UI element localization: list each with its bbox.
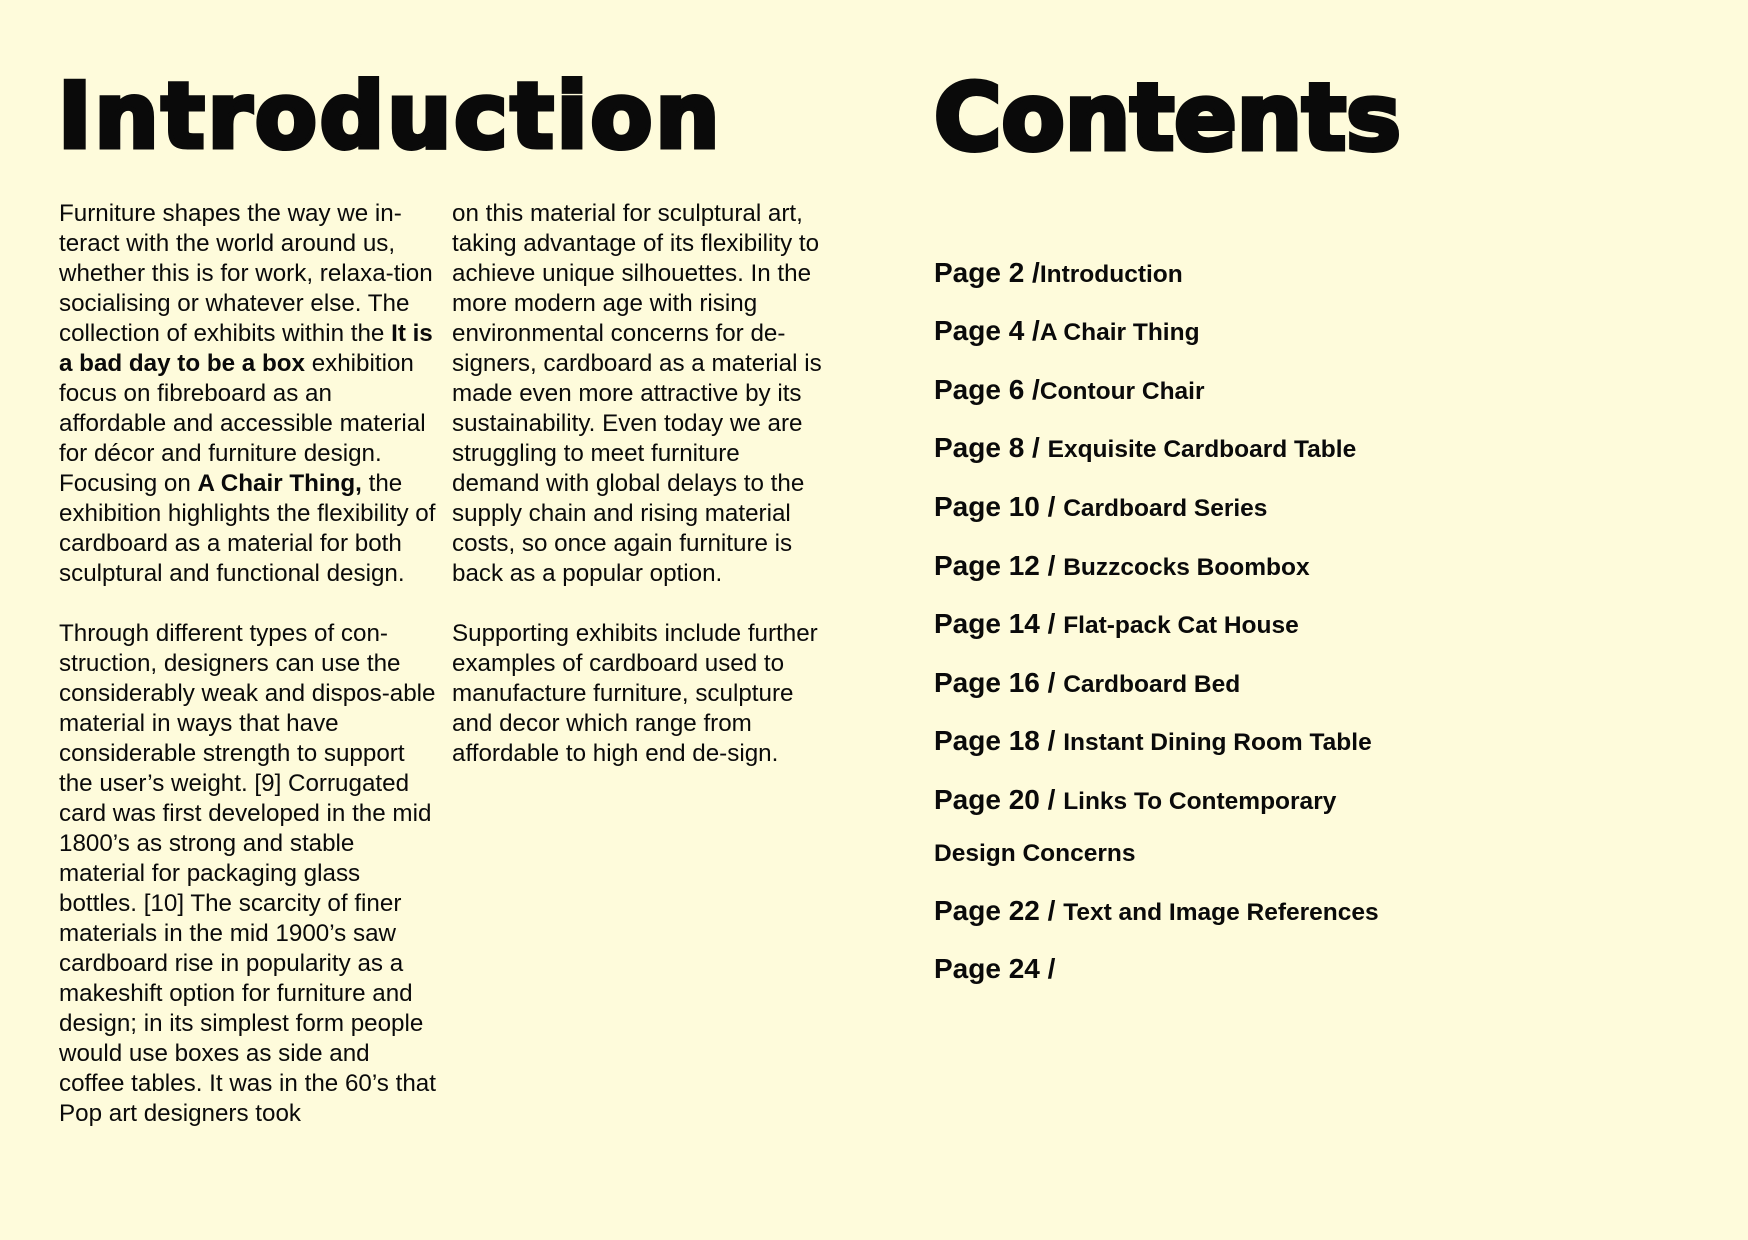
exhibition-title-bold: It is a bad day to be a box: [59, 320, 433, 377]
toc-entry[interactable]: [934, 608, 1299, 640]
toc-page-number: Page 24 /: [934, 953, 1056, 984]
contents-heading: Contents: [934, 64, 1401, 171]
toc-entry[interactable]: [934, 953, 1055, 985]
toc-page-number: Page 12 /: [934, 550, 1064, 581]
toc-page-number: Page 6 /: [934, 374, 1040, 405]
toc-entry-title: Buzzcocks Boombox: [1063, 554, 1310, 581]
toc-page-number: Page 16 /: [934, 667, 1064, 698]
toc-entry-title: Cardboard Bed: [1063, 671, 1241, 698]
toc-page-number: Page 8 /: [934, 432, 1048, 463]
toc-entry[interactable]: [934, 784, 1336, 816]
toc-page-number: Page 22 /: [934, 895, 1064, 926]
toc-entry[interactable]: [934, 432, 1356, 464]
intro-paragraph-3: on this material for sculptural art, taking advantage of its flexibility to achieve unique silhouettes. In the more modern age with rising environmental concerns for de-signers, cardboard as a material is made even more attractive by its sustainability. Even today we are struggling to meet furniture demand with global delays to the supply chain and rising material costs, so once again furniture is back as a popular option.: [452, 200, 822, 587]
toc-entry-title: A Chair Thing: [1039, 319, 1200, 346]
toc-entry-title: Cardboard Series: [1063, 495, 1268, 522]
toc-entry[interactable]: [934, 315, 1200, 347]
toc-entry[interactable]: [934, 491, 1267, 523]
featured-exhibit-bold: A Chair Thing,: [197, 470, 362, 497]
intro-left-column: [59, 199, 437, 1129]
intro-paragraph-1: [59, 199, 437, 589]
intro-right-column: [452, 199, 830, 769]
toc-entry[interactable]: [934, 374, 1205, 406]
toc-page-number: Page 4 /: [934, 315, 1040, 346]
toc-entry[interactable]: [934, 725, 1372, 757]
intro-text-segment: exhibition focus on fibreboard as an affordable and accessible material for décor and furniture design. Focusing on: [59, 350, 426, 497]
toc-entry-title: Introduction: [1039, 261, 1183, 288]
toc-entry[interactable]: [934, 895, 1379, 927]
toc-entry-title: Flat-pack Cat House: [1063, 612, 1299, 639]
toc-entry-title: Instant Dining Room Table: [1063, 729, 1372, 756]
toc-entry-title: Text and Image References: [1063, 899, 1379, 926]
intro-text-segment: Furniture shapes the way we in-teract with the world around us, whether this is for work, relaxa-tion socialising or whatever else. The collection of exhibits within the: [59, 200, 433, 347]
toc-page-number: Page 14 /: [934, 608, 1064, 639]
toc-entry-title-continuation: Design Concerns: [934, 840, 1136, 867]
toc-page-number: Page 20 /: [934, 784, 1064, 815]
toc-entry[interactable]: [934, 550, 1310, 582]
introduction-heading: Introduction: [58, 64, 723, 169]
toc-entry[interactable]: [934, 667, 1240, 699]
toc-entry-title: Exquisite Cardboard Table: [1047, 436, 1357, 463]
toc-page-number: Page 10 /: [934, 491, 1064, 522]
toc-entry-title: Links To Contemporary: [1063, 788, 1337, 815]
intro-text-segment: the exhibition highlights the flexibility of cardboard as a material for both sculptural and functional design.: [59, 470, 436, 587]
toc-page-number: Page 18 /: [934, 725, 1064, 756]
toc-page-number: Page 2 /: [934, 257, 1040, 288]
intro-paragraph-2: Through different types of con-struction, designers can use the considerably weak and dispos-able material in ways that have considerable strength to support the user’s weight. [9] Corrugated card was first developed in the mid 1800’s as strong and stable material for packaging glass bottles. [10] The scarcity of finer materials in the mid 1900’s saw cardboard rise in popularity as a makeshift option for furniture and design; in its simplest form people would use boxes as side and coffee tables. It was in the 60’s that Pop art designers took: [59, 620, 436, 1127]
intro-paragraph-4: Supporting exhibits include further examples of cardboard used to manufacture furniture, sculpture and decor which range from affordable to high end de-sign.: [452, 620, 818, 767]
toc-entry[interactable]: [934, 257, 1183, 289]
toc-entry-title: Contour Chair: [1039, 378, 1205, 405]
